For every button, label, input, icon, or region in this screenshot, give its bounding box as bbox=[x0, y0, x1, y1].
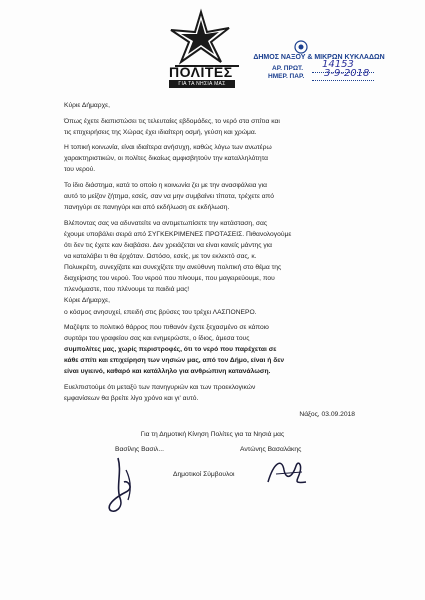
star-icon bbox=[155, 8, 245, 68]
text-line-bold: συμπολίτες μας, χωρίς περιστροφές, ότι το νερό που παρέχεται σε bbox=[64, 346, 277, 353]
text-line: τις επιχειρήσεις της Χώρας έχει ιδιαίτερη οσμή, γεύση και χρώμα. bbox=[64, 129, 257, 136]
signer-right-name: Αντώνης Βασαλάκης bbox=[240, 446, 302, 453]
text-line: Το ίδιο διάστημα, κατά το οποίο η κοινωνία ζει με την ανασφάλεια για bbox=[64, 182, 267, 189]
letter-date: Νάξος, 03.09.2018 bbox=[299, 411, 355, 418]
stamp-date: 3-9-2018 bbox=[324, 68, 370, 79]
text-line: εμφανίσεων θα βρείτε λίγο χρόνο και γι' αυτό. bbox=[64, 395, 199, 402]
signing-group: Για τη Δημοτική Κίνηση Πολίτες για τα Νησιά μας bbox=[140, 431, 285, 438]
text-line: να καταλάβει τι θα έρχόταν. Ωστόσο, εσείς, με τον εκλεκτό σας, κ. bbox=[64, 253, 257, 260]
text-line: του νερού. bbox=[64, 166, 96, 173]
text-line: Ευελπιστούμε ότι μεταξύ των πανηγυριών και των προεκλογικών bbox=[64, 384, 256, 391]
date-line bbox=[312, 80, 374, 81]
municipal-seal-icon bbox=[294, 40, 308, 54]
signer-left-name: Βασίλης Βασιλ... bbox=[115, 446, 164, 453]
text-line: Πολυκρέτη, συνεχίζατε και συνεχίζετε την ανεύθυνη πολιτική στο θέμα της bbox=[64, 264, 282, 271]
protocol-number: 14153 bbox=[322, 59, 354, 70]
text-line: Όπως έχετε διαπιστώσει τις τελευταίες εβδομάδες, το νερό στα σπίτια και bbox=[64, 118, 280, 125]
text-line: ότι δεν τις έχετε καν διαβάσει. Δεν χρειάζεται να είναι κανείς μάντης για bbox=[64, 242, 273, 249]
text-line: Βλέποντας σας να αδυνατείτε να αντιμετωπίσετε την κατάσταση, σας bbox=[64, 220, 268, 227]
stamp-title: ΔΗΜΟΣ ΝΑΞΟΥ & ΜΙΚΡΩΝ ΚΥΚΛΑΔΩΝ bbox=[253, 54, 385, 61]
logo-text: ΠΟΛΙΤΕΣ bbox=[169, 64, 233, 80]
text-line: ο κόσμος ανησυχεί, επειδή στις βρύσες του τρέχει ΛΑΣΠΟΝΕΡΟ. bbox=[64, 309, 257, 316]
polites-logo bbox=[155, 8, 245, 90]
signature-left bbox=[100, 452, 160, 522]
protocol-stamp bbox=[244, 40, 394, 80]
salutation: Κύριε Δήμαρχε, bbox=[64, 297, 110, 304]
text-line: χαρακτηριστικών, οι πολίτες δικαίως αμφισβητούν την καταλληλότητα bbox=[64, 155, 269, 162]
text-line-bold: είναι υγιεινό, καθαρό και κατάλληλο για ανθρώπινη κατανάλωση. bbox=[64, 368, 271, 375]
text-line: συρτάρι του γραφείου σας και ενημερώστε, ο ίδιος, άμεσα τους bbox=[64, 335, 250, 342]
text-line: διαχείρισης του νερού. Του νερού που πίνουμε, που μαγειρεύουμε, που bbox=[64, 275, 275, 282]
logo-subtext: ΓΙΑ ΤΑ ΝΗΣΙΑ ΜΑΣ bbox=[169, 80, 235, 88]
text-line: έχουμε υποβάλει σειρά από ΣΥΓΚΕΚΡΙΜΕΝΕΣ ΠΡΟΤΑΣΕΙΣ. Πιθανολογούμε bbox=[64, 231, 292, 238]
date-label: ΗΜΕΡ. ΠΑΡ. bbox=[268, 73, 305, 80]
text-line: πλενόμαστε, που πλένουμε τα παιδιά μας! bbox=[64, 286, 190, 293]
signer-role: Δημοτικοί Σύμβουλοι bbox=[173, 471, 235, 478]
salutation: Κύριε Δήμαρχε, bbox=[64, 102, 110, 109]
text-line: Η τοπική κοινωνία, είναι ιδιαίτερα ανήσυχη, καθώς λόγω των ανωτέρω bbox=[64, 144, 272, 151]
protocol-label: ΑΡ. ΠΡΩΤ. bbox=[272, 65, 304, 72]
text-line-bold: κάθε σπίτι και επιχείρηση των νησιών μας, από τον Δήμο, είναι ή δεν bbox=[64, 357, 285, 364]
text-line: πανηγύρι σε πανηγύρι και από εκδήλωση σε εκδήλωση. bbox=[64, 204, 230, 211]
text-line: αυτό το μείζον ζήτημα, εσείς, σαν να μην συμβαίνει τίποτα, τρέχετε από bbox=[64, 193, 275, 200]
text-line: Μαζέψτε το πολιτικό θάρρος που πιθανόν έχετε ξεχασμένο σε κάποιο bbox=[64, 324, 269, 331]
signature-right bbox=[262, 452, 312, 492]
